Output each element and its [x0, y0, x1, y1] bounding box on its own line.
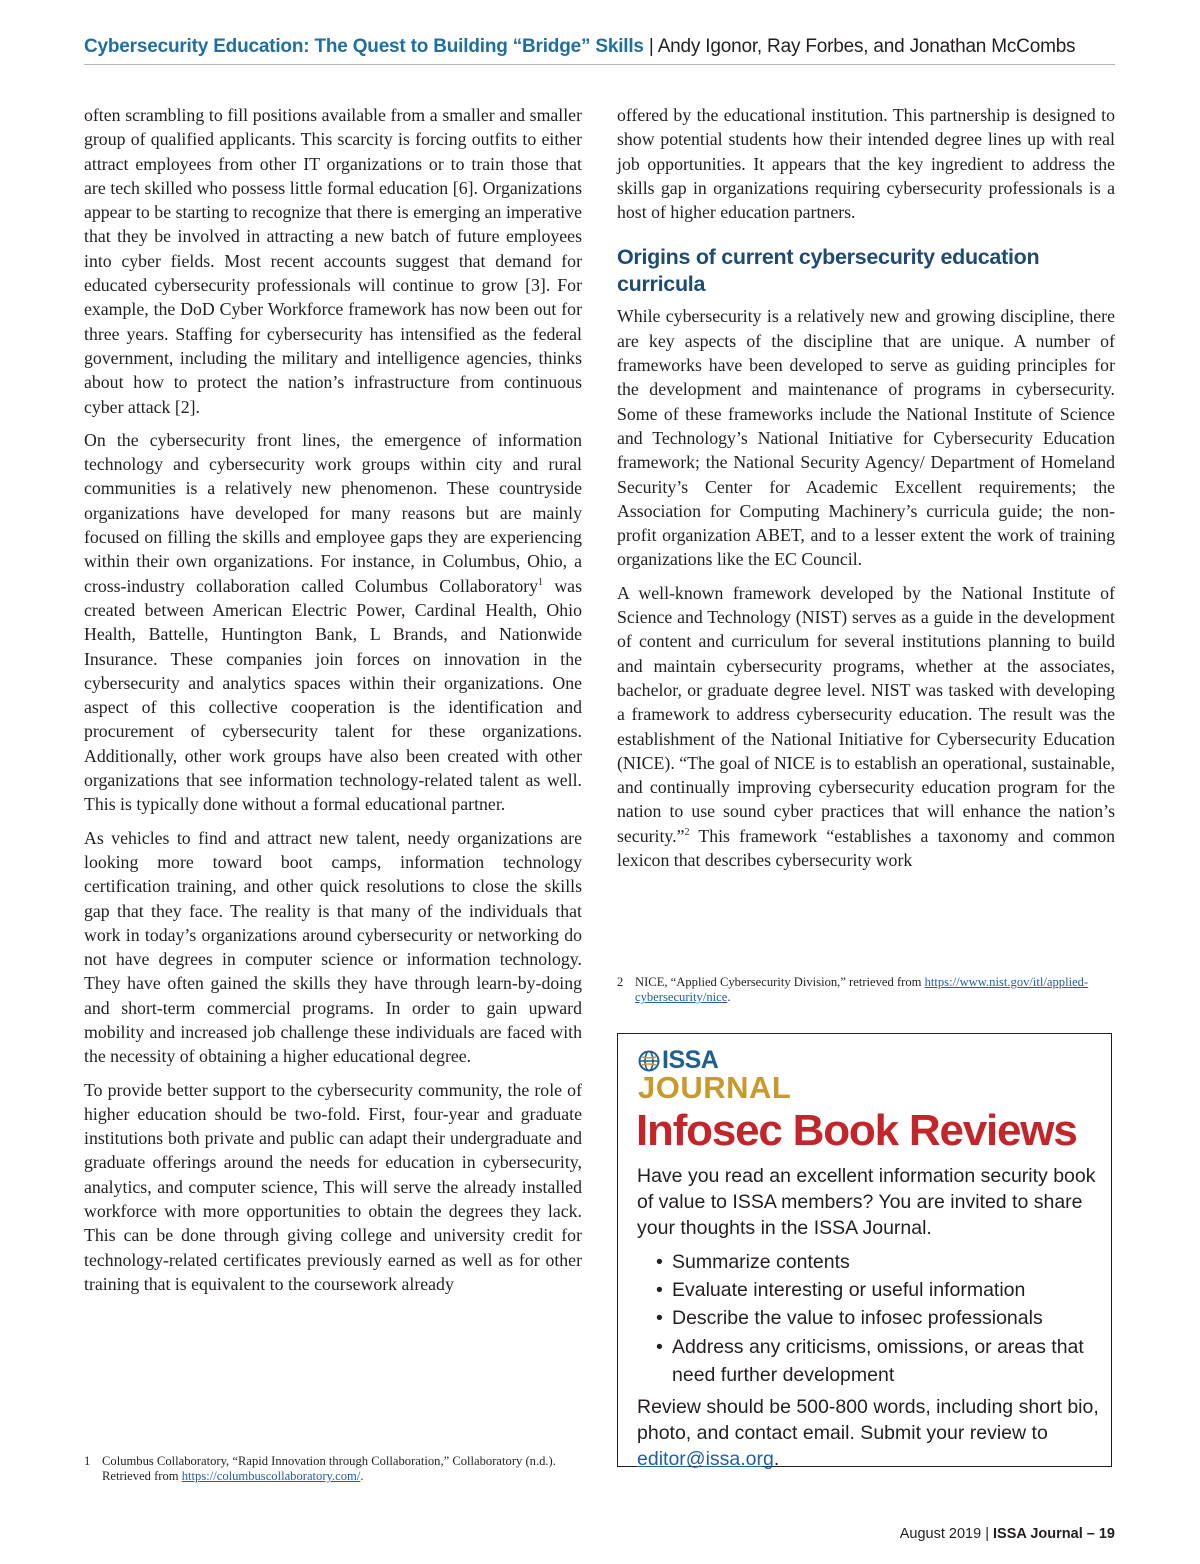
right-paragraph-2: While cybersecurity is a relatively new and growing discipline, there are key aspects of the discipline that are unique. A number of frameworks have been developed to serve as guiding principles for the development and maintenance of programs in cybersecurity. Some of these frameworks include the National Institute of Science and Technology’s National Initiative for Cybersecurity Education framework; the National Security Agency/ Department of Homeland Security’s Center for Academic Excellent requirements; the Association for Computing Machinery’s curricula guide; the non-profit organization ABET, and to a lesser extent the work of training organizations like the EC Council. [617, 306, 1115, 570]
right-paragraph-3 [617, 581, 1115, 873]
left-paragraph-1: often scrambling to fill positions available from a smaller and smaller group of qualified applicants. This scarcity is forcing outfits to either attract employees from other IT organizations or to train those that are tech skilled who possess little formal education [6]. Organizations appear to be starting to recognize that there is emerging an imperative that they be involved in attracting a new batch of future employees into cyber fields. Most recent accounts suggest that demand for educated cybersecurity professionals will continue to grow [3]. For example, the DoD Cyber Workforce framework has now been out for three years. Staffing for cybersecurity has intensified as the federal government, including the military and intelligence agencies, thinks about how to protect the nation’s infrastructure from continuous cyber attack [2]. [84, 105, 582, 417]
footnote-2-text [635, 975, 1115, 1005]
ad-closing [637, 1394, 1099, 1472]
footnote-1-number: 1 [84, 1454, 91, 1468]
footnote-1-citation: Columbus Collaboratory, “Rapid Innovation through Collaboration,” Collaboratory (n.d.). Retrieved from [102, 1454, 556, 1483]
right-column [617, 103, 1115, 881]
ad-bullet-item: • Summarize contents [637, 1248, 1099, 1276]
footnote-2-end: . [727, 990, 731, 1004]
left-paragraph-2 [84, 428, 582, 817]
running-head [84, 34, 1115, 65]
book-reviews-ad [617, 1033, 1112, 1471]
left-paragraph-2-part-b: was created between American Electric Power, Cardinal Health, Ohio Health, Battelle, Huntington Bank, L Brands, and Nationwide Insurance. These companies join forces on innovation in the cybersecurity and analytics spaces within their organizations. One aspect of this collective cooperation is the identification and procurement of cybersecurity talent for these organizations. Additionally, other work groups have also been created with other organizations that see information technology-related talent as well. This is typically done without a formal educational partner. [84, 575, 582, 815]
ad-body [637, 1163, 1099, 1472]
ad-closing-text: Review should be 500-800 words, including short bio, photo, and contact email. Submit your review to [637, 1396, 1099, 1445]
section-heading: Origins of current cybersecurity education curricula [617, 245, 1040, 297]
journal-wordmark: JOURNAL [638, 1070, 792, 1105]
footnote-1-text [102, 1454, 582, 1484]
footnote-1-link[interactable]: https://columbuscollaboratory.com/ [181, 1469, 361, 1483]
issa-wordmark: ISSA [662, 1046, 719, 1074]
footnote-ref-1: 1 [538, 576, 544, 588]
footnote-2-citation: NICE, “Applied Cybersecurity Division,” retrieved from [635, 975, 925, 989]
ad-intro: Have you read an excellent information security book of value to ISSA members? You are invited to share your thoughts in the ISSA Journal. [637, 1165, 1096, 1239]
folio-journal-page: ISSA Journal – 19 [993, 1526, 1115, 1542]
folio-separator: | [985, 1526, 989, 1542]
ad-closing-end: . [773, 1448, 780, 1471]
right-paragraph-1: offered by the educational institution. This partnership is designed to show potential students how their intended degree lines up with real job opportunities. It appears that the key ingredient to address the skills gap in organizations requiring cybersecurity professionals is a host of higher education partners. [617, 105, 1115, 223]
left-paragraph-2-part-a: On the cybersecurity front lines, the emergence of information technology and cybersecurity work groups within city and rural communities is a relatively new phenomenon. These countryside organizations have developed for many reasons but are mainly focused on filling the skills and employee gaps they are experiencing within their own organizations. For instance, in Columbus, Ohio, a cross-industry collaboration called Columbus Collaboratory [84, 429, 582, 596]
globe-icon [638, 1050, 660, 1072]
right-paragraph-3-part-b: This framework “establishes a taxonomy and common lexicon that describes cybersecurity work [617, 825, 1115, 871]
footnote-1 [84, 1454, 582, 1484]
left-paragraph-3: As vehicles to find and attract new talent, needy organizations are looking more toward boot camps, information technology certification training, and other quick resolutions to close the skills gap that they face. The reality is that many of the individuals that work in today’s organizations around cybersecurity or networking do not have degrees in computer science or information technology. They have often gained the skills they have through learn-by-doing and short-term commercial programs. In order to gain upward mobility and increased job challenge these individuals are faced with the necessity of obtaining a higher educational degree. [84, 827, 582, 1067]
right-paragraph-3-part-a: A well-known framework developed by the National Institute of Science and Technology (NIST) serves as a guide in the development of content and curriculum for several institutions planning to build and maintain cybersecurity programs, whether at the associates, bachelor, or graduate degree level. NIST was tasked with developing a framework to address cybersecurity education. The result was the establishment of the National Initiative for Cybersecurity Education (NICE). “The goal of NICE is to establish an operational, sustainable, and continually improving cybersecurity education program for the nation to use sound cyber practices that will enhance the nation’s security.” [617, 582, 1115, 846]
footnote-2 [617, 975, 1115, 1005]
ad-bullet-item: • Address any criticisms, omissions, or areas that need further development [637, 1333, 1099, 1389]
ad-bullet-item: • Describe the value to infosec professionals [637, 1304, 1099, 1332]
ad-bullet-item: • Evaluate interesting or useful information [637, 1276, 1099, 1304]
header-separator: | [648, 36, 654, 57]
footnote-2-number: 2 [617, 975, 624, 989]
footnote-ref-2: 2 [684, 826, 690, 838]
ad-bullet-list [637, 1248, 1099, 1389]
footnote-1-end: . [360, 1469, 364, 1483]
left-column [84, 103, 582, 1305]
folio-date: August 2019 [899, 1526, 982, 1542]
page-folio [900, 1525, 1115, 1543]
article-title: Cybersecurity Education: The Quest to Building “Bridge” Skills [84, 36, 644, 57]
footnote-2-link[interactable]: https://www.nist.gov/itl/applied-cybersecurity/nice [635, 975, 1089, 1004]
article-authors: Andy Igonor, Ray Forbes, and Jonathan McCombs [657, 36, 1076, 57]
ad-headline: Infosec Book Reviews [636, 1106, 1077, 1155]
editor-email-link[interactable]: editor@issa.org [637, 1448, 774, 1471]
left-paragraph-4: To provide better support to the cybersecurity community, the role of higher education should be two-fold. First, four-year and graduate institutions both private and public can adapt their undergraduate and graduate offerings around the needs for education in cybersecurity, analytics, and computer science, This will serve the already installed workforce with more opportunities to obtain the degrees they lack. This can be done through giving college and university credit for technology-related certificates previously earned as well as for other training that is equivalent to the coursework already [84, 1079, 582, 1294]
